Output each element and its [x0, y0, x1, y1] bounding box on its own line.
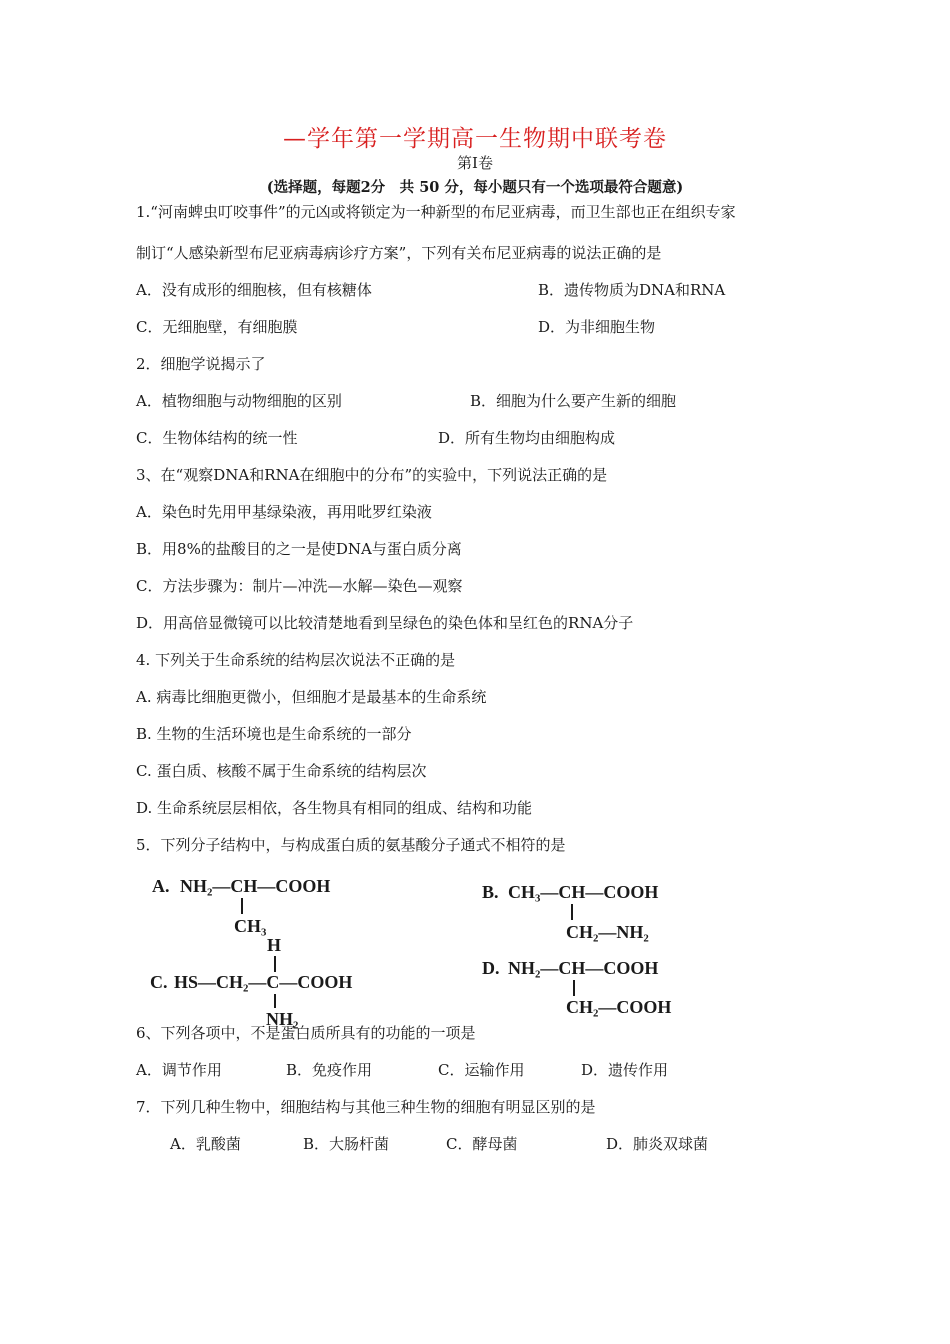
question-6-option-a: A．调节作用 — [136, 1061, 222, 1079]
question-7-option-a: A．乳酸菌 — [170, 1135, 241, 1153]
question-5-stem: 5．下列分子结构中，与构成蛋白质的氨基酸分子通式不相符的是 — [136, 836, 566, 854]
exam-title: —学年第一学期高一生物期中联考卷 — [283, 126, 667, 152]
question-6-stem: 6、下列各项中，不是蛋白质所具有的功能的一项是 — [136, 1024, 476, 1042]
question-1-stem-line1: 1.“河南蜱虫叮咬事件”的元凶或将锁定为一种新型的布尼亚病毒，而卫生部也正在组织专家 — [136, 203, 736, 221]
question-6-option-d: D．遗传作用 — [581, 1061, 669, 1079]
question-2-stem: 2．细胞学说揭示了 — [136, 355, 266, 373]
question-1-option-a: A．没有成形的细胞核，但有核糖体 — [136, 281, 372, 299]
structure-b-label: B. — [482, 882, 499, 902]
question-1-option-d: D．为非细胞生物 — [538, 318, 656, 336]
question-4-stem: 4. 下列关于生命系统的结构层次说法不正确的是 — [136, 651, 456, 669]
instructions: (选择题，每题2分 共 50 分，每小题只有一个选项最符合题意) — [266, 179, 684, 196]
structure-d-side-chain: CH₂—COOH — [566, 997, 672, 1017]
question-2-option-a: A．植物细胞与动物细胞的区别 — [136, 392, 342, 410]
structure-c-main-chain: HS—CH₂—C—COOH — [174, 972, 353, 992]
question-2-option-b: B．细胞为什么要产生新的细胞 — [470, 392, 677, 410]
structure-a-label: A. — [152, 876, 170, 896]
question-7-option-d: D．肺炎双球菌 — [606, 1135, 709, 1153]
structure-b-main-chain: CH₃—CH—COOH — [508, 882, 659, 902]
structure-a-bond — [241, 898, 243, 914]
question-7-stem: 7．下列几种生物中，细胞结构与其他三种生物的细胞有明显区别的是 — [136, 1098, 596, 1116]
question-1-option-c: C．无细胞壁，有细胞膜 — [136, 318, 298, 336]
structure-d-label: D. — [482, 958, 500, 978]
question-2-option-d: D．所有生物均由细胞构成 — [438, 429, 616, 447]
question-1-option-b: B．遗传物质为DNA和RNA — [538, 281, 726, 299]
structure-c-bottom-bond — [274, 994, 276, 1008]
question-3-option-d: D．用高倍显微镜可以比较清楚地看到呈绿色的染色体和呈红色的RNA分子 — [136, 614, 634, 632]
question-3-option-a: A．染色时先用甲基绿染液，再用吡罗红染液 — [136, 503, 432, 521]
question-1-stem-line2: 制订“人感染新型布尼亚病毒病诊疗方案”，下列有关布尼亚病毒的说法正确的是 — [136, 244, 662, 262]
question-7-option-b: B．大肠杆菌 — [303, 1135, 390, 1153]
structure-d-bond — [573, 980, 575, 996]
question-4-option-c: C. 蛋白质、核酸不属于生命系统的结构层次 — [136, 762, 427, 780]
question-3-stem: 3、在“观察DNA和RNA在细胞中的分布”的实验中，下列说法正确的是 — [136, 466, 608, 484]
structure-b-side-chain: CH₂—NH₂ — [566, 922, 649, 942]
question-2-option-c: C．生物体结构的统一性 — [136, 429, 298, 447]
question-3-option-b: B．用8%的盐酸目的之一是使DNA与蛋白质分离 — [136, 540, 462, 558]
structure-b-bond — [571, 904, 573, 920]
question-4-option-d: D. 生命系统层层相依，各生物具有相同的组成、结构和功能 — [136, 799, 533, 817]
question-6-option-c: C．运输作用 — [438, 1061, 525, 1079]
structure-d-main-chain: NH₂—CH—COOH — [508, 958, 659, 978]
part-heading: 第Ⅰ卷 — [457, 154, 493, 172]
structure-c-top-bond — [274, 956, 276, 972]
structure-c-label: C. — [150, 972, 168, 992]
question-6-option-b: B．免疫作用 — [286, 1061, 373, 1079]
question-3-option-c: C．方法步骤为：制片—冲洗—水解—染色—观察 — [136, 577, 463, 595]
question-4-option-b: B. 生物的生活环境也是生命系统的一部分 — [136, 725, 412, 743]
question-4-option-a: A. 病毒比细胞更微小，但细胞才是最基本的生命系统 — [136, 688, 487, 706]
structure-c-bottom-group: NH₂ — [266, 1009, 299, 1029]
question-7-option-c: C．酵母菌 — [446, 1135, 518, 1153]
structure-a-side-chain: CH₃ — [234, 916, 267, 936]
structure-a-main-chain: NH₂—CH—COOH — [180, 876, 331, 896]
structure-c-top-group: H — [267, 935, 282, 955]
